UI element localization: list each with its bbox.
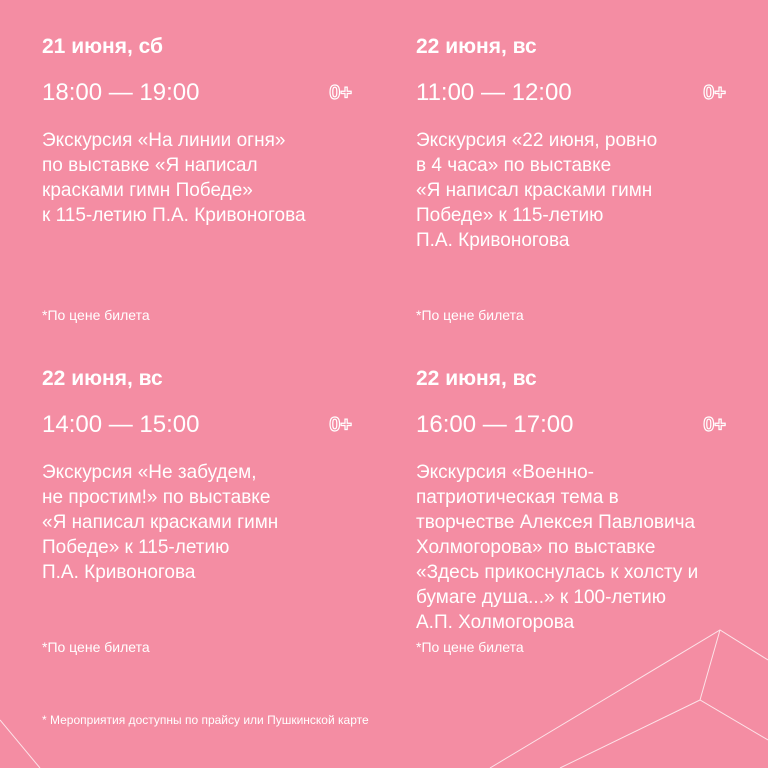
event-time-row <box>42 78 362 108</box>
event-description: Экскурсия «Военно- патриотическая тема в творчестве Алексея Павловича Холмогорова» по выставке «Здесь прикоснулась к холсту и бумаге душа...» к 100-летию А.П. Холмогорова <box>416 462 699 633</box>
event-time-row <box>416 410 736 440</box>
event-price-note: *По цене билета <box>42 639 150 655</box>
footnote: * Мероприятия доступны по прайсу или Пушкинской карте <box>42 713 369 727</box>
event-date: 22 июня, вс <box>416 367 537 390</box>
event-time: 16:00 — 17:00 <box>416 411 574 438</box>
age-rating-badge: 0+ <box>329 82 352 104</box>
event-card <box>42 34 362 323</box>
event-price-note: *По цене билета <box>416 307 524 323</box>
event-time-row <box>42 410 362 440</box>
event-time: 14:00 — 15:00 <box>42 411 200 438</box>
event-description: Экскурсия «22 июня, ровно в 4 часа» по выставке «Я написал красками гимн Победе» к 115-летию П.А. Кривоногова <box>416 130 658 251</box>
event-time-row <box>416 78 736 108</box>
event-card <box>416 34 736 323</box>
event-description: Экскурсия «Не забудем, не простим!» по выставке «Я написал красками гимн Победе» к 115-летию П.А. Кривоногова <box>42 462 279 583</box>
event-price-note: *По цене билета <box>42 307 150 323</box>
event-card <box>42 366 362 655</box>
event-time: 11:00 — 12:00 <box>416 79 572 106</box>
event-date: 21 июня, сб <box>42 35 164 58</box>
age-rating-badge: 0+ <box>703 82 726 104</box>
event-date: 22 июня, вс <box>42 367 163 390</box>
age-rating-badge: 0+ <box>329 414 352 436</box>
event-time: 18:00 — 19:00 <box>42 79 200 106</box>
age-rating-badge: 0+ <box>703 414 726 436</box>
event-date: 22 июня, вс <box>416 35 537 58</box>
event-description: Экскурсия «На линии огня» по выставке «Я написал красками гимн Победе» к 115-летию П.А. Кривоногова <box>42 130 306 226</box>
event-card <box>416 366 736 655</box>
event-price-note: *По цене билета <box>416 639 524 655</box>
